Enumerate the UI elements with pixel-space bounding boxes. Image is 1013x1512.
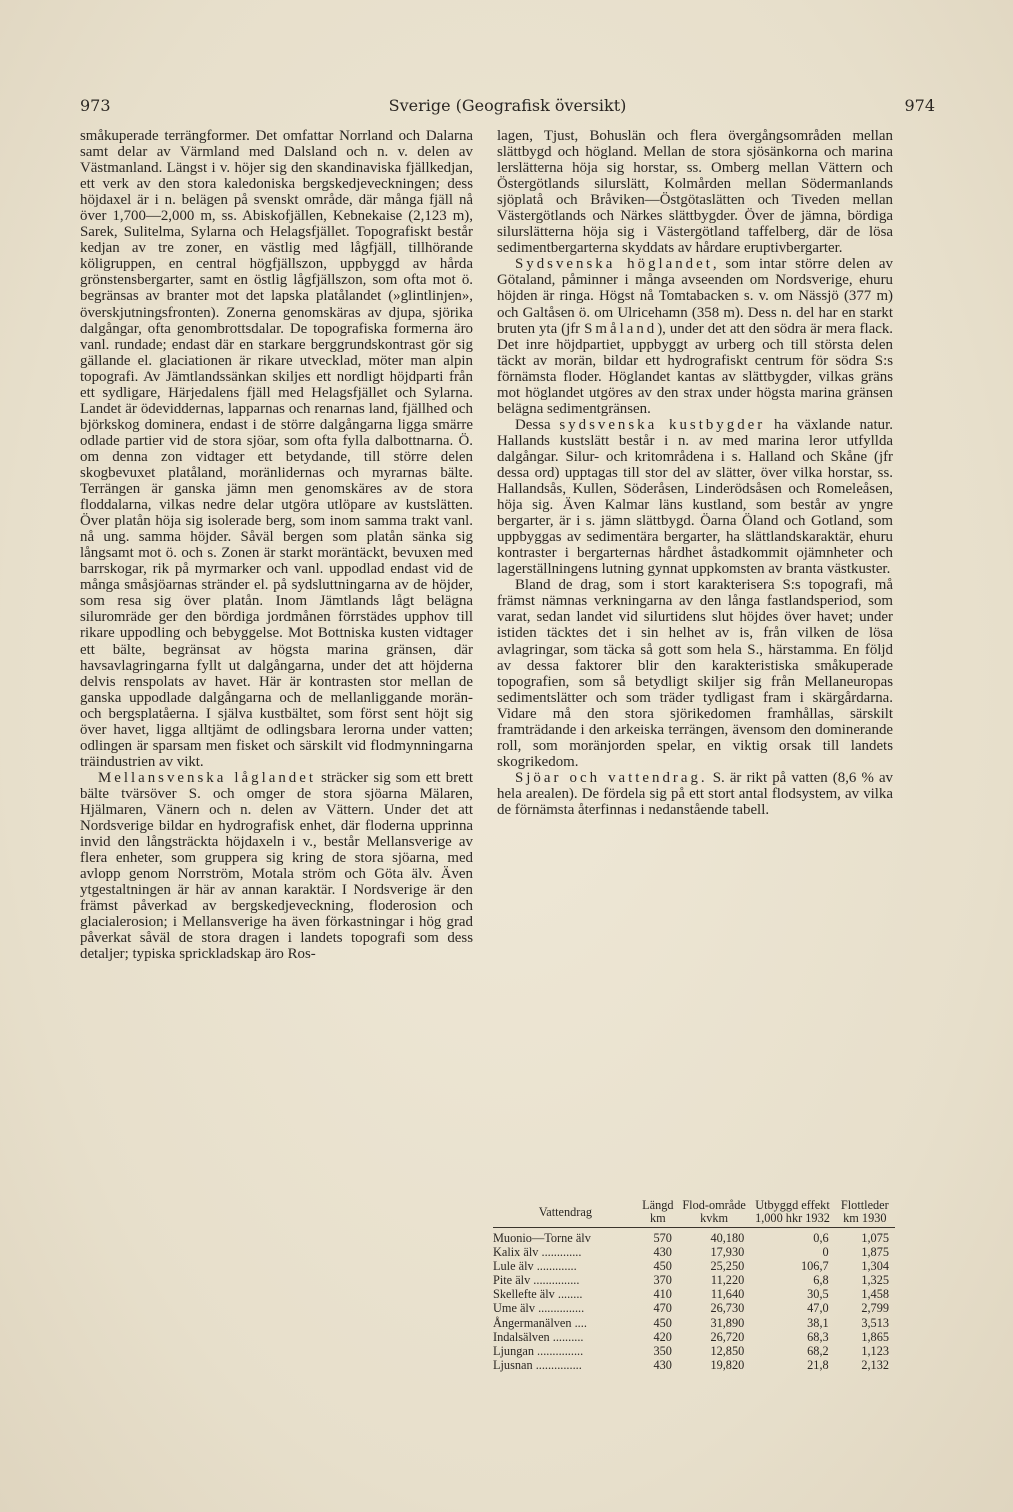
header-developed: Utbyggd effekt 1,000 hkr 1932	[750, 1199, 834, 1228]
table-row: Kalix älv ............. 430 17,930 0 1,875	[493, 1245, 889, 1260]
spaced-heading-sjoar: Sjöar och vattendrag.	[515, 769, 708, 786]
right-paragraph-3-text: ha växlande natur. Hallands kustslätt består i n. av med marina leror utfyllda dalgångar. Silur- och kritområdena i s. Halland och Skåne (jfr dessa ord) upptagas till stor del av slätter, över vilka horstar, ss. Hallandsås, Kullen, Söderåsen, Linderödsåsen och Romeleåsen, höja sig. Även Kalmar läns kustland, som består av yngre bergarter, är i s. jämn slättbygd. Öarna Öland och Gotland, som uppbyggas av sedimentära bergarter, ha slättlandskaraktär, ehuru kontraster i bergarternas hårdhet åstadkommit ojämnheter och lagerställningens lutning gynnat uppkomsten av branta västkuster.	[497, 416, 893, 578]
right-paragraph-2	[497, 256, 893, 416]
table-row: Ångermanälven .... 450 31,890 38,1 3,513	[493, 1315, 889, 1330]
spaced-heading-mellansvenska: Mellansvenska låglandet	[98, 769, 316, 786]
table-row: Ume älv ............... 470 26,730 47,0 2,799	[493, 1301, 889, 1316]
right-paragraph-3	[497, 417, 893, 577]
table-row: Skellefte älv ........ 410 11,640 30,5 1,458	[493, 1287, 889, 1302]
page-header	[80, 96, 935, 120]
right-paragraph-5	[497, 770, 893, 818]
river-table	[493, 1199, 895, 1372]
table-row: Indalsälven .......... 420 26,720 68,3 1,865	[493, 1329, 889, 1344]
left-paragraph-2-text: sträcker sig som ett brett bälte tvärsöver S. och omger de stora sjöarna Mälaren, Hjälmaren, Vänern och n. delen av Vättern. Under det att Nordsverige bildar en hydrografisk enhet, där floderna upprinna invid den långsträckta höjdaxeln i v., består Mellansverige av flera enheter, som gruppera sig kring de stora sjöarna, med avlopp genom Norrström, Motala ström och Göta älv. Även ytgestaltningen är här av annan karaktär. I Nordsverige är den främst påverkad av bergskedjeveckning, floderosion och glacialerosion; i Mellansverige ha även förkastningar i hög grad påverkat såväl de stora dragen i landets topografi som dess detaljer; typiska sprickladskap äro Ros-	[80, 769, 473, 963]
right-paragraph-2-text-b: ), under det att den södra är mera flack. Det inre höjdpartiet, uppbyggt av urberg och till största delen täckt av morän, bildar ett hydrografiskt centrum för södra S:s förnämsta floder. Höglandet kantas av slättbygder, vilkas gräns mot höglandet utgöres av den strax under högsta marina gränsen belägna sedimentgränsen.	[497, 320, 893, 417]
header-length: Längd km	[638, 1199, 678, 1228]
spaced-heading-sydsvenska-hoglandet: Sydsvenska höglandet	[515, 256, 713, 273]
left-paragraph-2	[80, 770, 473, 963]
header-river: Vattendrag	[493, 1199, 638, 1228]
page-number-right: 974	[904, 96, 935, 115]
spaced-heading-kustbygder: sydsvenska kustbygder	[559, 416, 766, 433]
right-paragraph-5-text: S. är rikt på vatten (8,6 % av hela arealen). De fördela sig på ett stort antal flodsystem, av vilka de förnämsta återfinnas i nedanstående tabell.	[497, 769, 893, 818]
header-basin: Flod-område kvkm	[678, 1199, 750, 1228]
right-column	[497, 128, 893, 818]
right-paragraph-2-text-a: , som intar större delen av Götaland, påminner i många avseenden om Nordsverige, ehuru höjden är ringa. Högst nå Tomtabacken s. v. om Nässjö (377 m) och Galtåsen ö. om Ulricehamn (358 m). Dess n. del har en starkt bruten yta (jfr	[497, 256, 893, 337]
header-timber: Flottleder km 1930	[835, 1199, 895, 1228]
right-paragraph-3-lead: Dessa	[515, 416, 560, 433]
page-title: Sverige (Geografisk översikt)	[388, 96, 627, 115]
table-row: Ljusnan ............... 430 19,820 21,8 2,132	[493, 1357, 889, 1372]
table-row: Muonio—Torne älv 570 40,180 0,6 1,075	[493, 1231, 889, 1245]
table-header-row	[493, 1199, 895, 1228]
table-row: Lule älv ............. 450 25,250 106,7 1,304	[493, 1259, 889, 1274]
page-number-left: 973	[80, 96, 111, 115]
right-paragraph-4: Bland de drag, som i stort karakterisera S:s topografi, må främst nämnas verkningarna av den långa fastlandsperiod, som varat, sedan landet vid silurtidens slut höjdes över havet; under istiden täcktes det i sin helhet av is, från vilken de lösa avlagringar, som täcka så gott som hela S., härstamma. En följd av dessa faktorer blir den karakteristiska småkuperade topografien, som så betydligt skiljer sig från Mellaneuropas sedimentslätter och som träder tydligast fram i skärgårdarna. Vidare må den stora sjörikedomen framhållas, särskilt framträdande i den arkeiska terrängen, ävensom den dominerande roll, som moränjorden spelar, en viktig orsak till landets skogrikedom.	[497, 577, 893, 770]
left-column	[80, 128, 473, 962]
right-paragraph-1: lagen, Tjust, Bohuslän och flera övergångsområden mellan slättbygd och högland. Mellan de stora sjösänkorna och marina lerslätterna höja sig horstar, ss. Omberg mellan Vättern och Östergötlands silurslätt, Kolmården mellan Södermanlands sjöplatå och Bråviken—Östgötaslätten och Tiveden mellan Västergötlands och Närkes slättbygder. Över de jämna, bördiga silurslätterna höja sig i Västergötland taffelberg, där de lösa sedimentbergarterna skyddats av hårdare eruptivbergarter.	[497, 128, 893, 257]
spaced-term-smaland: Småland	[584, 320, 658, 337]
table-row: Pite älv ............... 370 11,220 6,8 1,325	[493, 1273, 889, 1288]
table-row: Ljungan ............... 350 12,850 68,2 1,123	[493, 1343, 889, 1358]
left-paragraph-1: småkuperade terrängformer. Det omfattar Norrland och Dalarna samt delar av Värmland med Dalsland och n. v. delen av Västmanland. Längst i v. höjer sig den skandinaviska fjällkedjan, ett verk av den stora kaledoniska bergskedjeveckningen; dess höjdaxel är i n. belägen på svenskt område, där många fjäll nå över 1,700—2,000 m, ss. Abiskofjällen, Kebnekaise (2,123 m), Sarek, Sulitelma, Sylarna och Helagsfjället. Topografiskt består kedjan av tre zoner, en västlig med lågfjäll, tillhörande köligruppen, en central högfjällszon, uppbyggd av hårda grönstensbergarter, samt en östlig lågfjällszon, som ofta mot ö. begränsas av branter mot det lapska platålandet (»glintlinjen», överskjutningsfronten). Zonerna genomskäras av djupa, sjörika dalgångar, ofta genombrottsdalar. De topografiska formerna äro vanl. rundade; endast där en starkare berggrundskontrast gör sig gällande el. glaciationen är rikare utvecklad, möter man alpin topografi. Av Jämtlandssänkan skiljes ett nordligt höjdparti från ett sydligare, Härjedalens fjäll med Helagsfjället och Sylarna. Landet är ödeviddernas, lapparnas och renarnas land, fjällhed och björkskog dominera, endast i de större dalgångarna ligga smärre odlade partier vid de stora sjöar, som ofta fylla dalbottnarna. Ö. om denna zon vidtager ett betydande, till större delen skogbevuxet platåland, moränlidernas och myrarnas bälte. Terrängen är ganska jämn men genomskäres av de stora floddalarna, vilkas nedre delar utgöra utlöpare av kustslätten. Över platån höja sig isolerade berg, som inom samma trakt vanl. nå ung. samma höjder. Såväl bergen som platån sänka sig långsamt mot ö. och s. Zonen är starkt moräntäckt, bevuxen med barrskogar, rik på myrmarker och vanl. uppodlad endast vid de många småsjöarnas stränder el. på sydsluttningarna av de höjder, som resa sig över platån. Inom Jämtlands lågt belägna siluromräde ger den bördiga jordmånen förrstädes upphov till rikare uppodling och bebyggelse. Mot Bottniska kusten vidtager ett bälte, begränsat av högsta marina gränsen, där havsavlagringarna fyllt ut dalgångarna, under det att höjderna delvis renspolats av havet. Här är kontrasten stor mellan de ganska uppodlade dalgångarna och de mellanliggande morän- och bergsplatåerna. I själva kustbältet, som först sent höjt sig över havet, ligga alltjämt de odlingsbara lerorna under vatten; odlingen är sparsam men fisket och särskilt vid flodmynningarna träindustrien av vikt.	[80, 128, 473, 770]
